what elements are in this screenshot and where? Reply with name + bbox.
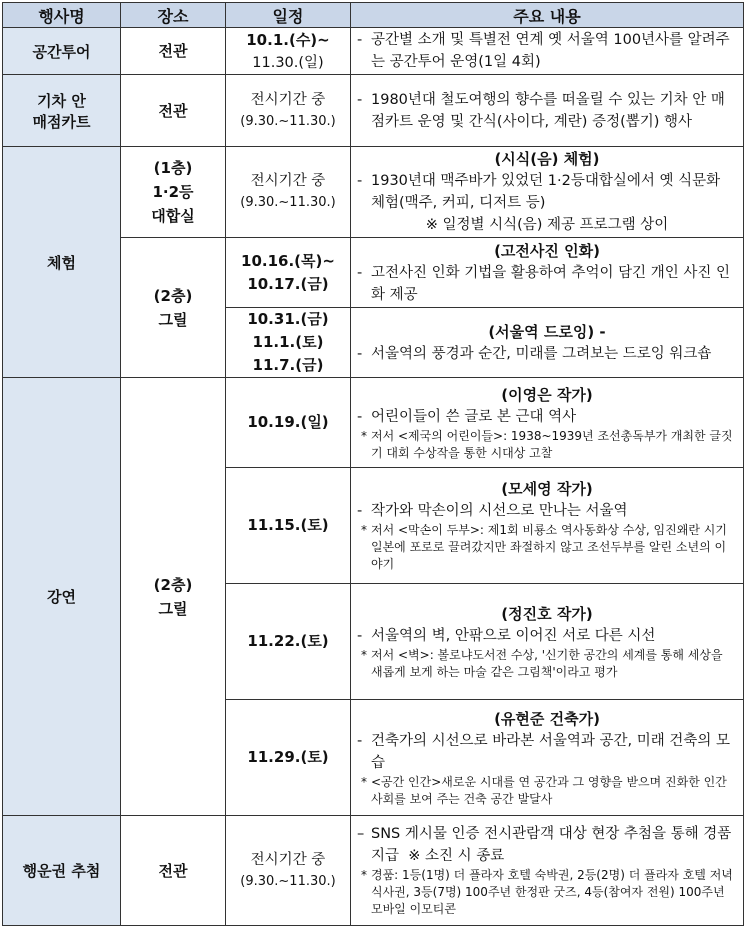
header-schedule: 일정 <box>226 3 351 28</box>
event-content: (이영은 작가) - 어린이들이 쓴 글로 본 근대 역사 * 저서 <제국의 어린이들>: 1938~1939년 조선총독부가 개최한 글짓기 대회 수상작을 통한 시대상 고찰 <box>351 378 744 468</box>
event-place: 전관 <box>121 75 226 147</box>
event-content: (유현준 건축가) - 건축가의 시선으로 바라본 서울역과 공간, 미래 건축의 모습 * <공간 인간>새로운 시대를 연 공간과 그 영향을 받으며 진화한 인간 사회를 보여 주는 건축 공간 발달사 <box>351 700 744 816</box>
header-event-name: 행사명 <box>3 3 121 28</box>
row-lecture-1 <box>3 378 744 468</box>
row-experience-tasting <box>3 147 744 238</box>
header-main-content: 주요 내용 <box>351 3 744 28</box>
event-date: 10.31.(금) 11.1.(토) 11.7.(금) <box>226 308 351 378</box>
event-place: 전관 <box>121 816 226 926</box>
event-content: (서울역 드로잉) - - 서울역의 풍경과 순간, 미래를 그려보는 드로잉 워크숍 <box>351 308 744 378</box>
event-schedule-table <box>2 2 744 926</box>
event-content: – SNS 게시물 인증 전시관람객 대상 현장 추첨을 통해 경품 지급 ※ 소진 시 종료 * 경품: 1등(1명) 더 플라자 호텔 숙박권, 2등(2명) 더 플라자 호텔 저녁식사권, 3등(7명) 100주년 한정판 굿즈, 4등(참여자 전원) 100주년 모바일 이모티콘 <box>351 816 744 926</box>
event-date: 11.29.(토) <box>226 700 351 816</box>
row-lucky-draw <box>3 816 744 926</box>
event-name: 체험 <box>3 147 121 378</box>
event-date: 전시기간 중 (9.30.~11.30.) <box>226 816 351 926</box>
event-name: 공간투어 <box>3 28 121 75</box>
event-date: 11.22.(토) <box>226 584 351 700</box>
event-date: 10.19.(일) <box>226 378 351 468</box>
event-place: 전관 <box>121 28 226 75</box>
header-place: 장소 <box>121 3 226 28</box>
event-name: 행운권 추첨 <box>3 816 121 926</box>
header-row <box>3 3 744 28</box>
event-date: 11.15.(토) <box>226 468 351 584</box>
event-content: (시식(음) 체험) - 1930년대 맥주바가 있었던 1·2등대합실에서 옛 식문화 체험(맥주, 커피, 디저트 등) ※ 일정별 시식(음) 제공 프로그램 상이 <box>351 147 744 238</box>
event-content: (고전사진 인화) - 고전사진 인화 기법을 활용하여 추억이 담긴 개인 사진 인화 제공 <box>351 238 744 308</box>
event-content: (모세영 작가) - 작가와 막손이의 시선으로 만나는 서울역 * 저서 <막손이 두부>: 제1회 비룡소 역사동화상 수상, 임진왜란 시기 일본에 포로로 끌려갔지만 좌절하지 않고 조선두부를 알린 소년의 이야기 <box>351 468 744 584</box>
event-date: 10.1.(수)~ 11.30.(일) <box>226 28 351 75</box>
event-date: 10.16.(목)~ 10.17.(금) <box>226 238 351 308</box>
event-date: 전시기간 중 (9.30.~11.30.) <box>226 147 351 238</box>
event-content: (정진호 작가) - 서울역의 벽, 안팎으로 이어진 서로 다른 시선 * 저서 <벽>: 볼로냐도서전 수상, '신기한 공간의 세계를 통해 세상을 새롭게 보게 하는 마술 같은 그림책'이라고 평가 <box>351 584 744 700</box>
event-place: (1층) 1·2등 대합실 <box>121 147 226 238</box>
event-name: 강연 <box>3 378 121 816</box>
event-content: - 공간별 소개 및 특별전 연계 옛 서울역 100년사를 알려주는 공간투어 운영(1일 4회) <box>351 28 744 75</box>
event-place: (2층) 그릴 <box>121 238 226 378</box>
event-name: 기차 안 매점카트 <box>3 75 121 147</box>
row-train-cart <box>3 75 744 147</box>
event-content: - 1980년대 철도여행의 향수를 떠올릴 수 있는 기차 안 매점카트 운영 및 간식(사이다, 계란) 증정(뽑기) 행사 <box>351 75 744 147</box>
event-place: (2층) 그릴 <box>121 378 226 816</box>
row-space-tour <box>3 28 744 75</box>
event-date: 전시기간 중 (9.30.~11.30.) <box>226 75 351 147</box>
